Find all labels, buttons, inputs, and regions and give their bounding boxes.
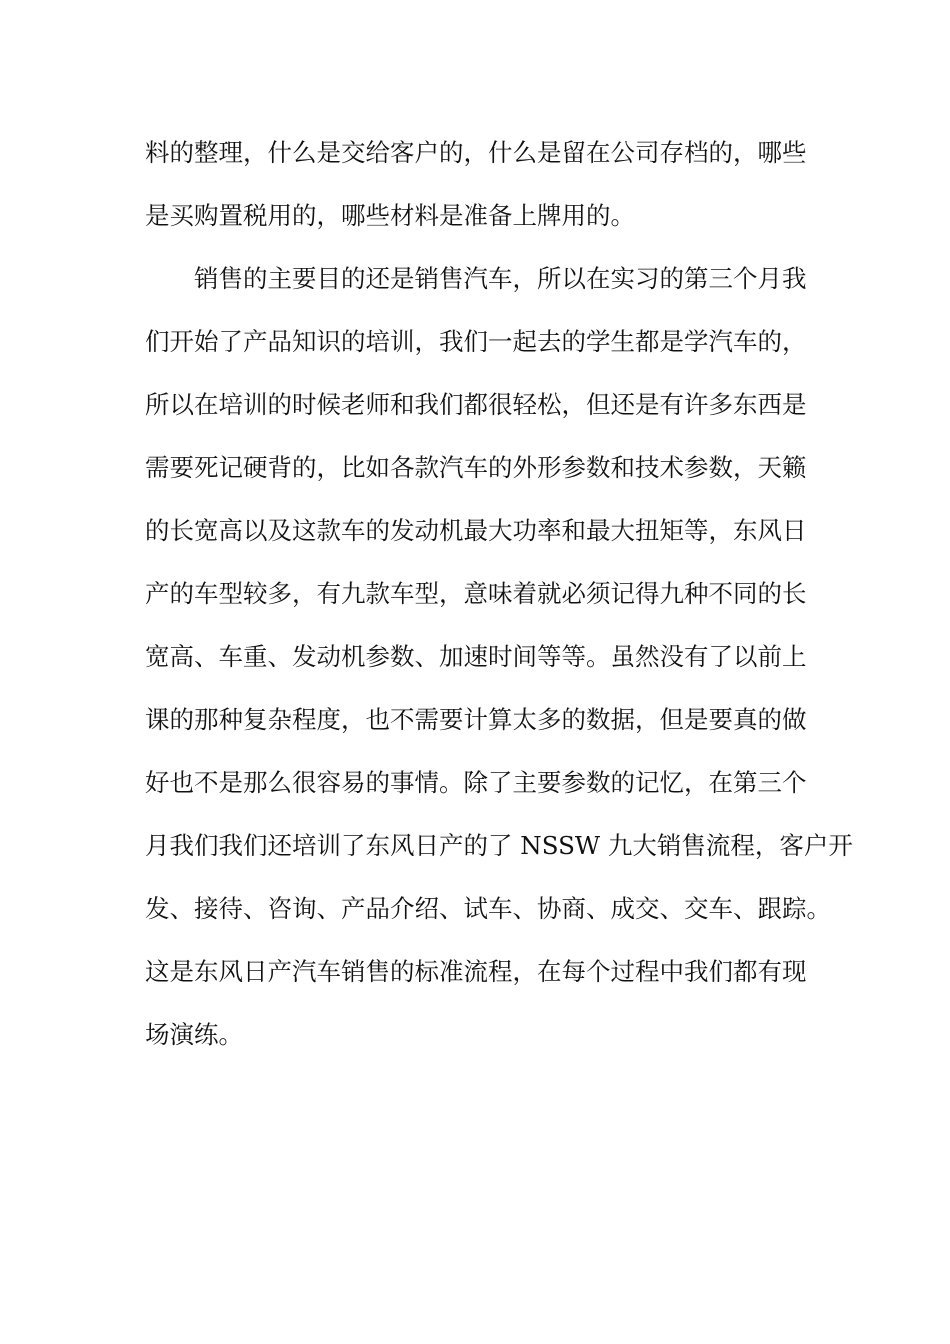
text-line: 发、接待、咨询、产品介绍、试车、协商、成交、交车、跟踪。	[145, 894, 831, 923]
text-line: 场演练。	[145, 1020, 243, 1049]
text-line: 这是东风日产汽车销售的标准流程，在每个过程中我们都有现	[145, 957, 807, 986]
text-line: 需要死记硬背的，比如各款汽车的外形参数和技术参数，天籁	[145, 453, 807, 482]
paragraph-start-line: 销售的主要目的还是销售汽车，所以在实习的第三个月我	[194, 264, 807, 293]
text-line: 们开始了产品知识的培训，我们一起去的学生都是学汽车的，	[145, 327, 807, 356]
text-line: 宽高、车重、发动机参数、加速时间等等。虽然没有了以前上	[145, 642, 807, 671]
text-line: 课的那种复杂程度，也不需要计算太多的数据，但是要真的做	[145, 705, 807, 734]
text-line: 好也不是那么很容易的事情。除了主要参数的记忆，在第三个	[145, 768, 807, 797]
text-line: 是买购置税用的，哪些材料是准备上牌用的。	[145, 201, 635, 230]
text-line: 的长宽高以及这款车的发动机最大功率和最大扭矩等，东风日	[145, 516, 807, 545]
text-line: 所以在培训的时候老师和我们都很轻松，但还是有许多东西是	[145, 390, 807, 419]
text-line: 产的车型较多，有九款车型，意味着就必须记得九种不同的长	[145, 579, 807, 608]
body-text	[145, 126, 853, 1071]
text-line: 料的整理，什么是交给客户的，什么是留在公司存档的，哪些	[145, 138, 807, 167]
text-line: 月我们我们还培训了东风日产的了 NSSW 九大销售流程，客户开	[145, 831, 853, 860]
